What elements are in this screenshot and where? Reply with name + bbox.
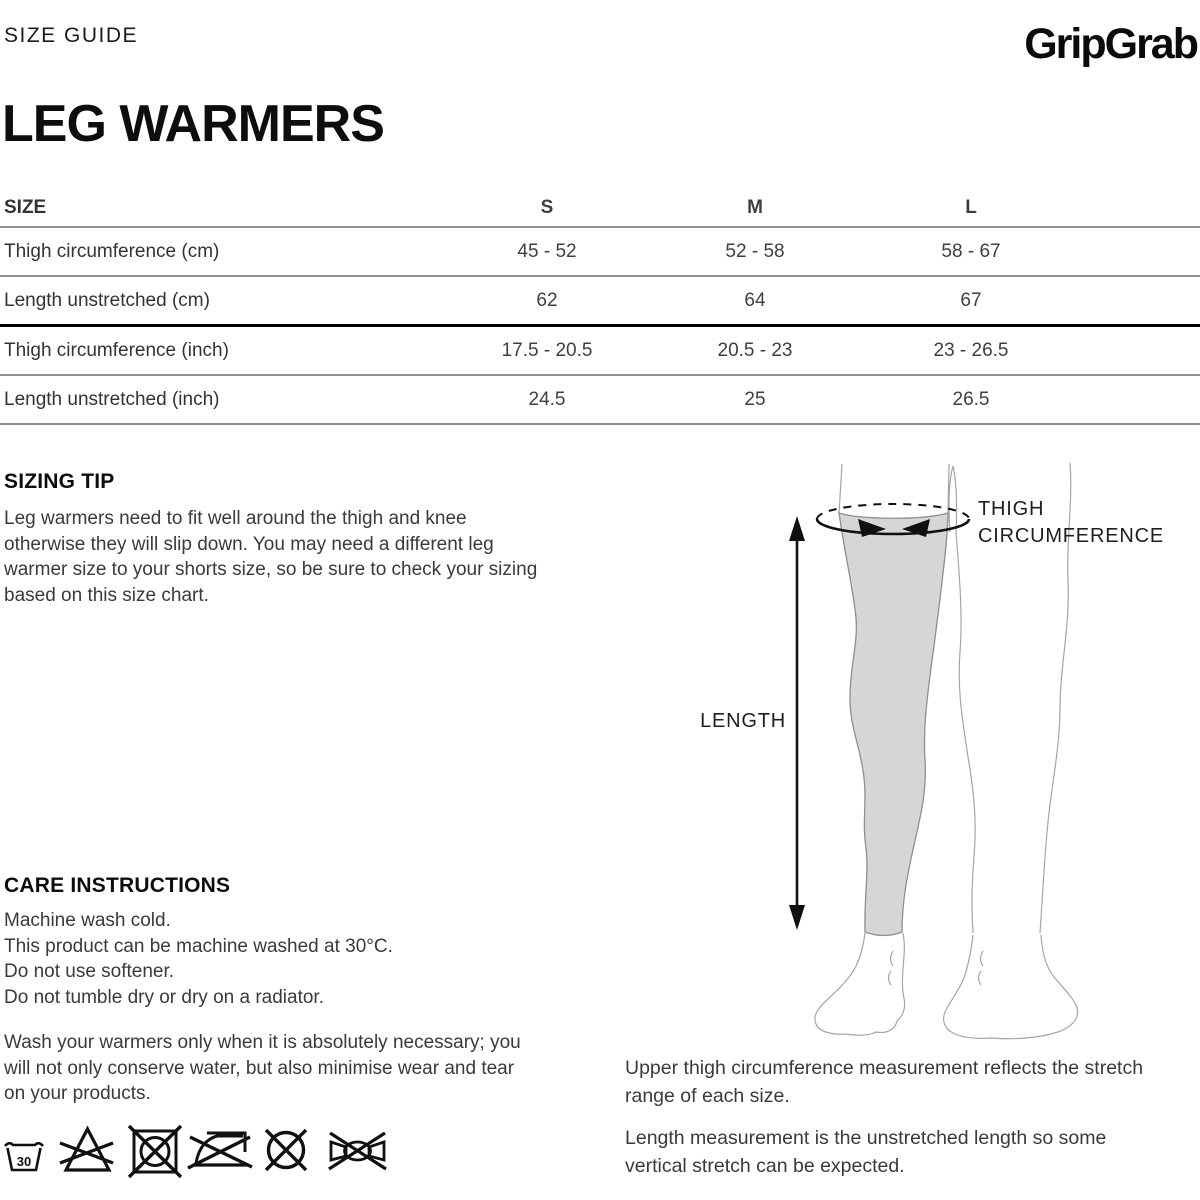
text-line: Wash your warmers only when it is absolutely necessary; you [4, 1032, 521, 1053]
row-label: Thigh circumference (cm) [4, 240, 220, 262]
table-row [0, 275, 1200, 324]
row-label: Length unstretched (cm) [4, 289, 210, 311]
row-value: 64 [744, 289, 766, 311]
text-line: vertical stretch can be expected. [625, 1155, 905, 1177]
row-value: 25 [744, 388, 766, 410]
care-line: Do not tumble dry or dry on a radiator. [4, 986, 324, 1008]
row-value: 52 - 58 [725, 240, 785, 262]
sizing-tip-text [4, 506, 537, 608]
row-value: 23 - 26.5 [933, 339, 1009, 361]
size-table [0, 190, 1200, 425]
row-value: 58 - 67 [941, 240, 1001, 262]
row-value: 62 [536, 289, 558, 311]
text-line: Leg warmers need to fit well around the thigh and knee [4, 508, 467, 529]
row-value: 26.5 [952, 388, 990, 410]
page-title: LEG WARMERS [2, 95, 384, 153]
size-guide-label: SIZE GUIDE [4, 24, 139, 47]
text-line: will not only conserve water, but also minimise wear and tear [4, 1057, 515, 1079]
do-not-tumble-dry-icon [129, 1126, 181, 1177]
care-instructions-list [4, 908, 393, 1010]
gripgrab-logo: GripGrab [1024, 20, 1197, 68]
row-value: 67 [960, 289, 982, 311]
left-leg-thigh-lines [839, 464, 949, 514]
size-table-corner-label: SIZE [4, 197, 47, 218]
row-label: Thigh circumference (inch) [4, 339, 229, 361]
size-column-s: S [540, 197, 554, 218]
care-line: This product can be machine washed at 30°C. [4, 935, 393, 957]
left-foot-outline [815, 933, 905, 1035]
table-row [0, 226, 1200, 275]
row-label: Length unstretched (inch) [4, 388, 220, 410]
care-line: Machine wash cold. [4, 910, 171, 931]
do-not-wring-icon [329, 1133, 386, 1169]
care-symbols [0, 1120, 400, 1182]
care-instructions-paragraph [4, 1030, 521, 1107]
do-not-dry-clean-icon [266, 1130, 306, 1170]
text-line: on your products. [4, 1083, 151, 1104]
row-value: 24.5 [528, 388, 566, 410]
table-row [0, 324, 1200, 374]
do-not-iron-icon [188, 1133, 252, 1168]
text-line: Length measurement is the unstretched length so some [625, 1127, 1107, 1149]
size-column-m: M [747, 197, 763, 218]
thigh-circumference-label: THIGH CIRCUMFERENCE [978, 498, 1164, 547]
row-value: 17.5 - 20.5 [501, 339, 593, 361]
length-measurement-note [625, 1124, 1106, 1180]
table-row [0, 374, 1200, 425]
do-not-bleach-icon [60, 1129, 113, 1170]
text-line: otherwise they will slip down. You may need a different leg [4, 533, 494, 555]
row-value: 20.5 - 23 [717, 339, 793, 361]
text-line: based on this size chart. [4, 584, 209, 606]
size-table-header-row [0, 190, 1200, 226]
text-line: Upper thigh circumference measurement reflects the stretch [625, 1057, 1144, 1079]
leg-warmer-shaded-area [839, 513, 948, 936]
care-instructions-heading: CARE INSTRUCTIONS [4, 874, 231, 897]
sizing-tip-heading: SIZING TIP [4, 470, 115, 493]
text-line: range of each size. [625, 1085, 790, 1107]
text-line: warmer size to your shorts size, so be sure to check your sizing [4, 559, 538, 580]
length-label: LENGTH [700, 710, 786, 732]
wash-temperature: 30 [16, 1154, 32, 1169]
row-value: 45 - 52 [517, 240, 577, 262]
size-column-l: L [965, 197, 977, 218]
machine-wash-30-icon [5, 1143, 43, 1170]
thigh-measurement-note [625, 1054, 1143, 1110]
length-arrow [789, 516, 805, 930]
care-line: Do not use softener. [4, 961, 175, 982]
